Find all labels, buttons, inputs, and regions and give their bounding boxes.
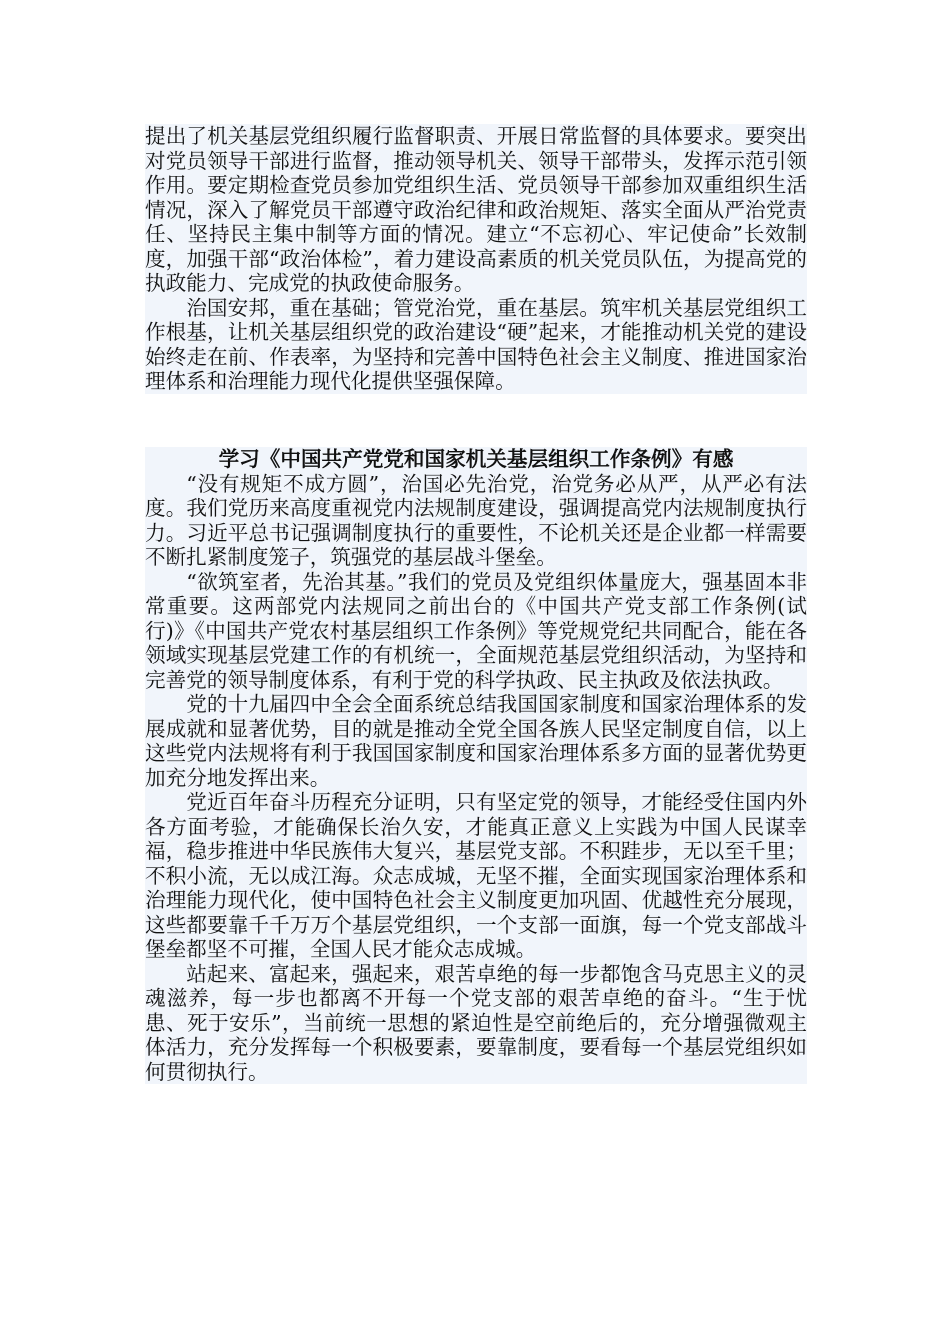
text-section-1 bbox=[145, 124, 807, 394]
article-heading: 学习《中国共产党党和国家机关基层组织工作条例》有感 bbox=[218, 447, 734, 471]
text-section-2 bbox=[145, 447, 807, 1084]
paragraph-rules: “没有规矩不成方圆”，治国必先治党，治党务必从严，从严必有法度。我们党历来高度重视党内法规制度建设，强调提高党内法规制度执行力。习近平总书记强调制度执行的重要性，不论机关还是企业都一样需要不断扎紧制度笼子，筑强党的基层战斗堡垒。 bbox=[145, 471, 807, 569]
paragraph-supervision: 提出了机关基层党组织履行监督职责、开展日常监督的具体要求。要突出对党员领导干部进行监督，推动领导机关、领导干部带头，发挥示范引领作用。要定期检查党员参加党组织生活、党员领导干部参加双重组织生活情况，深入了解党员干部遵守政治纪律和政治规矩、落实全面从严治党责任、坚持民主集中制等方面的情况。建立“不忘初心、牢记使命”长效制度，加强干部“政治体检”，着力建设高素质的机关党员队伍，为提高党的执政能力、完成党的执政使命服务。 bbox=[145, 124, 807, 295]
paragraph-plenary-session: 党的十九届四中全会全面系统总结我国国家制度和国家治理体系的发展成就和显著优势，目的就是推动全党全国各族人民坚定制度自信，以上这些党内法规将有利于我国国家制度和国家治理体系多方面的显著优势更加充分地发挥出来。 bbox=[145, 692, 807, 790]
paragraph-foundation: 治国安邦，重在基础；管党治党，重在基层。筑牢机关基层党组织工作根基，让机关基层组织党的政治建设“硬”起来，才能推动机关党的建设始终走在前、作表率，为坚持和完善中国特色社会主义制度、推进国家治理体系和治理能力现代化提供坚强保障。 bbox=[145, 295, 807, 393]
paragraph-implementation: 站起来、富起来，强起来，艰苦卓绝的每一步都饱含马克思主义的灵魂滋养，每一步也都离不开每一个党支部的艰苦卓绝的奋斗。“生于忧患、死于安乐”，当前统一思想的紧迫性是空前绝后的，充分增强微观主体活力，充分发挥每一个积极要素，要靠制度，要看每一个基层党组织如何贯彻执行。 bbox=[145, 961, 807, 1084]
paragraph-party-history: 党近百年奋斗历程充分证明，只有坚定党的领导，才能经受住国内外各方面考验，才能确保长治久安，才能真正意义上实践为中国人民谋幸福，稳步推进中华民族伟大复兴，基层党支部。不积跬步，无以至千里；不积小流，无以成江海。众志成城，无坚不摧，全面实现国家治理体系和治理能力现代化，使中国特色社会主义制度更加巩固、优越性充分展现，这些都要靠千千万万个基层党组织，一个支部一面旗，每一个党支部战斗堡垒都坚不可摧，全国人民才能众志成城。 bbox=[145, 790, 807, 961]
paragraph-foundation-building: “欲筑室者，先治其基。”我们的党员及党组织体量庞大，强基固本非常重要。这两部党内法规同之前出台的《中国共产党支部工作条例(试行)》《中国共产党农村基层组织工作条例》等党规党纪共同配合，能在各领域实现基层党建工作的有机统一，全面规范基层党组织活动，为坚持和完善党的领导制度体系，有利于党的科学执政、民主执政及依法执政。 bbox=[145, 569, 807, 692]
